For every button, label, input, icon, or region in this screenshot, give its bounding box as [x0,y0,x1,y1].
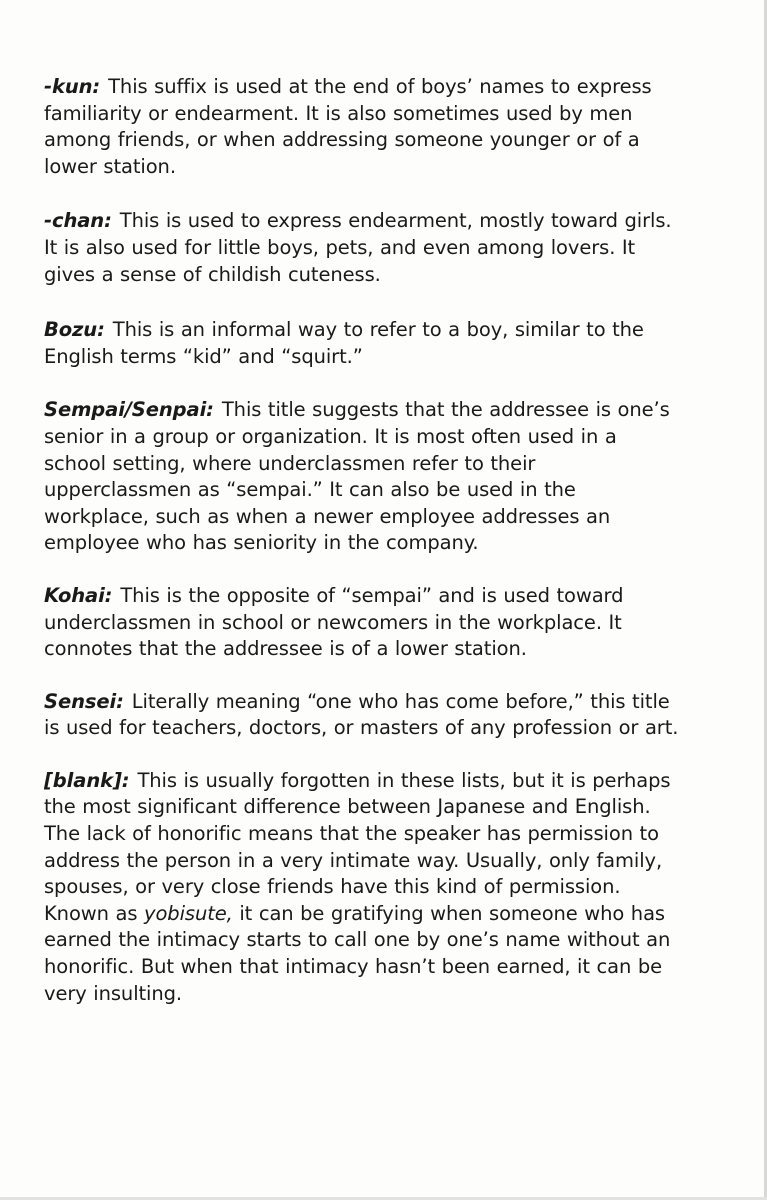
entry-definition: This is an informal way to refer to a boy, similar to the English terms “kid” and “squirt.” [44,318,644,368]
entry-term: Kohai: [44,583,113,607]
glossary-entry-kun [44,74,680,180]
glossary-entry-sempai [44,397,680,557]
glossary-entry-bozu [44,317,680,370]
entry-definition: Literally meaning “one who has come before,” this title is used for teachers, doctors, or masters of any profession or art. [44,689,679,740]
entry-definition: This is used to express endearment, mostly toward girls. It is also used for little boys, pets, and even among lovers. It gives a sense of childish cuteness. [44,209,672,286]
entry-term: -kun: [44,75,101,98]
entry-definition-emphasis: yobisute, [144,901,233,925]
entry-term: Sensei: [44,689,124,713]
honorifics-glossary [44,74,680,1033]
glossary-entry-kohai [44,583,680,663]
entry-term: -chan: [44,209,112,233]
entry-definition: This suffix is used at the end of boys’ names to express familiarity or endearment. It is also sometimes used by men among friends, or when addressing someone younger or of a lower station. [44,75,652,178]
glossary-entry-chan [44,208,680,288]
entry-definition: This is usually forgotten in these lists, but it is perhaps the most significant difference between Japanese and English. The lack of honorific means that the speaker has permission to address the person in a very intimate way. Usually, only family, spouses, or very close friends have this kind of permission. Known as [44,768,671,925]
entry-definition: This is the opposite of “sempai” and is used toward underclassmen in school or newcomers in the workplace. It connotes that the addressee is of a lower station. [44,583,624,661]
glossary-entry-sensei [44,689,680,742]
entry-term: [blank]: [44,768,130,792]
entry-term: Sempai/Senpai: [44,398,214,422]
entry-term: Bozu: [44,318,105,342]
entry-definition: it can be gratifying when someone who has earned the intimacy starts to call one by one’s name without an honorific. But when that intimacy hasn’t been earned, it can be very insulting. [44,901,671,1005]
entry-definition: This title suggests that the addressee is one’s senior in a group or organization. It is most often used in a school setting, where underclassmen refer to their upperclassmen as “sempai.” It can also be used in the workplace, such as when a newer employee addresses an employee who has seniority in the company. [44,398,670,555]
glossary-entry-blank [44,768,680,1007]
